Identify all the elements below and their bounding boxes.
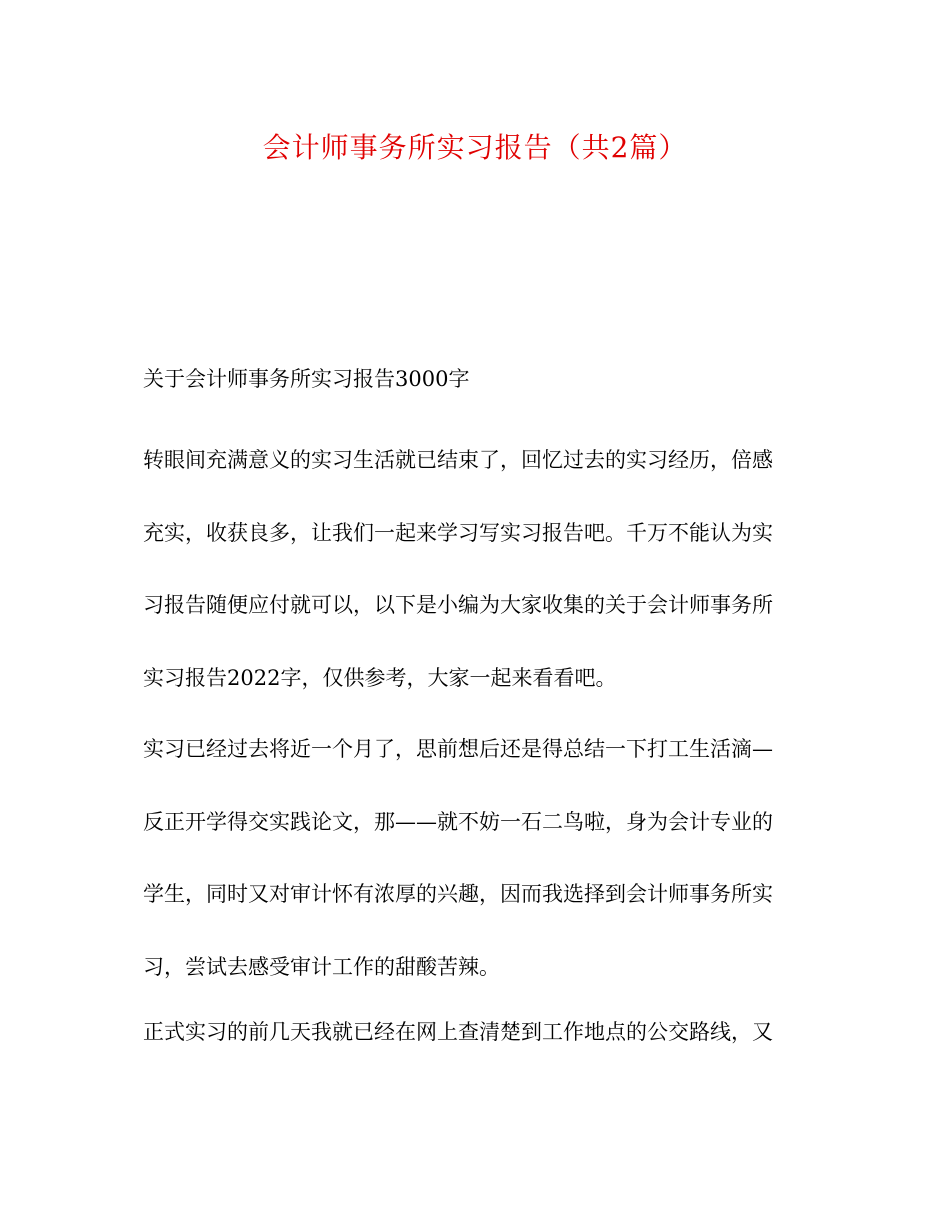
document-title: 会计师事务所实习报告（共2篇）	[262, 131, 688, 164]
paragraph-line: 实习已经过去将近一个月了，思前想后还是得总结一下打工生活滴—	[143, 737, 773, 761]
paragraph-line: 正式实习的前几天我就已经在网上查清楚到工作地点的公交路线，又	[143, 1020, 773, 1044]
paragraph-2	[143, 713, 803, 1003]
paragraph-line: 学生，同时又对审计怀有浓厚的兴趣，因而我选择到会计师事务所实	[143, 882, 773, 906]
document-subtitle: 关于会计师事务所实习报告3000字	[143, 367, 470, 391]
paragraph-line: 转眼间充满意义的实习生活就已结束了，回忆过去的实习经历，倍感	[143, 448, 773, 472]
paragraph-line: 实习报告2022字，仅供参考，大家一起来看看吧。	[143, 665, 617, 690]
paragraph-line: 充实，收获良多，让我们一起来学习写实习报告吧。千万不能认为实	[143, 520, 773, 545]
paragraph-line: 习，尝试去感受审计工作的甜酸苦辣。	[143, 954, 500, 979]
paragraph-line: 反正开学得交实践论文，那——就不妨一石二鸟啦，身为会计专业的	[143, 809, 773, 834]
paragraph-3	[143, 996, 803, 1069]
paragraph-1	[143, 424, 803, 714]
paragraph-line: 习报告随便应付就可以，以下是小编为大家收集的关于会计师事务所	[143, 593, 773, 617]
